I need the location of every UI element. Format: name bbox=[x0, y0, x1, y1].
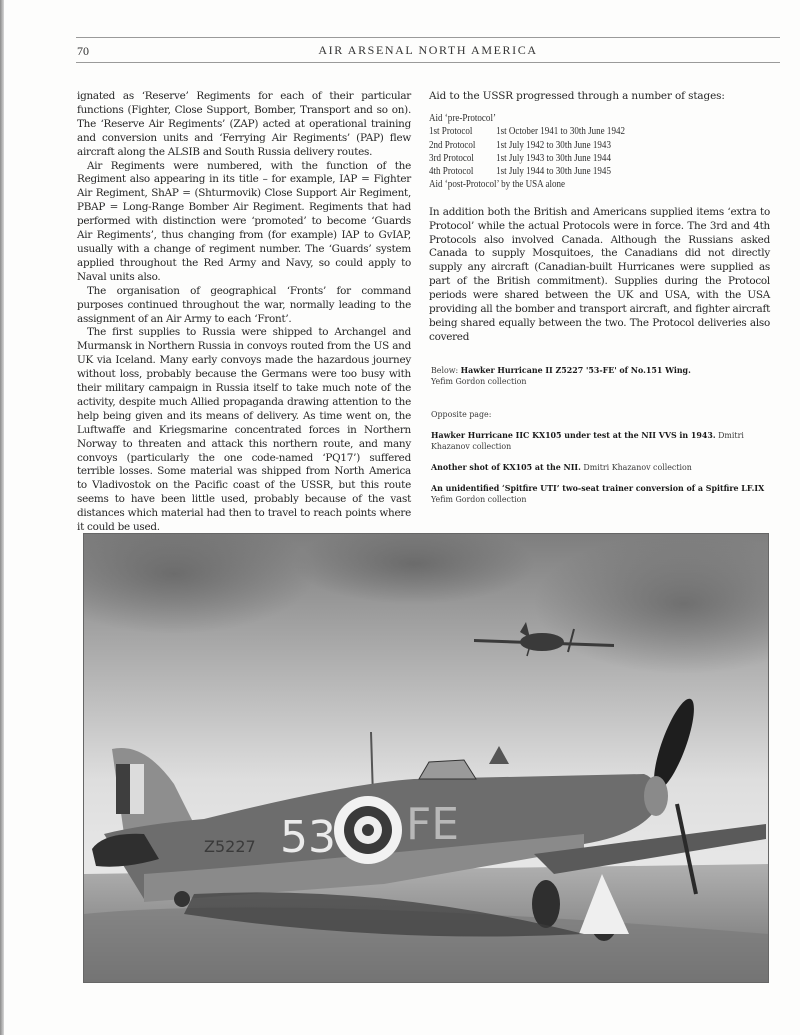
caption-credit: Dmitri Khazanov collection bbox=[580, 463, 692, 472]
code-fe: FE bbox=[406, 799, 460, 850]
protocol-row bbox=[429, 178, 687, 191]
left-column bbox=[77, 90, 411, 535]
protocol-label: Aid ‘post-Protocol’ by the USA alone bbox=[429, 179, 566, 191]
caption-credit: Dmitri Khazanov collection bbox=[431, 431, 744, 451]
paragraph: Air Regiments were numbered, with the function of the Regiment also appearing in its title – for example, IAP = Fighter Air Regiment, ShAP = (Shturmovik) Close Support Air Regiment, PBAP = Long-Range Bomber Air Regiment. Regiments that had performed with distinction were ‘promoted’ to become ‘Guards Air Regiments’, thus changing from (for example) IAP to GvIAP, usually with a change of regiment number. The ‘Guards’ system applied throughout the Red Army and Navy, so could apply to Naval units also. bbox=[77, 159, 411, 283]
paragraph: ignated as ‘Reserve’ Regiments for each of their particular functions (Fighter, Close Support, Bomber, Transport and so on). The ‘Reserve Air Regiments’ (ZAP) acted at operational training and conversion units and ‘Ferrying Air Regiments’ (PAP) flew aircraft along the ALSIB and South Russia delivery routes. bbox=[77, 90, 411, 158]
protocol-label: 3rd Protocol bbox=[429, 152, 474, 164]
serial-number: Z5227 bbox=[204, 837, 256, 856]
caption-title: An unidentified ‘Spitfire UTI’ two-seat trainer conversion of a Spitfire LF.IX bbox=[431, 484, 765, 493]
hurricane-photograph bbox=[83, 533, 769, 983]
paragraph: The organisation of geographical ‘Fronts’ for command purposes continued throughout the war, normally leading to the assignment of an Air Army to each ‘Front’. bbox=[77, 284, 411, 325]
caption-title: Hawker Hurricane II Z5227 '53-FE' of No.151 Wing. bbox=[460, 366, 691, 375]
caption-item bbox=[431, 430, 776, 452]
protocol-row bbox=[429, 152, 687, 165]
protocol-label: 2nd Protocol bbox=[429, 139, 476, 151]
running-head: AIR ARSENAL NORTH AMERICA bbox=[318, 43, 538, 57]
header-rule-top bbox=[76, 37, 780, 38]
code-53: 53 bbox=[280, 812, 336, 863]
caption-title: Another shot of KX105 at the NII. bbox=[431, 463, 581, 472]
protocol-row bbox=[429, 139, 687, 152]
protocol-row bbox=[429, 165, 687, 178]
photo-captions bbox=[431, 365, 776, 515]
protocol-row bbox=[429, 112, 687, 125]
protocol-period: 1st July 1942 to 30th June 1943 bbox=[496, 139, 611, 151]
protocol-row bbox=[429, 125, 687, 138]
caption-prefix: Below: bbox=[431, 366, 461, 375]
caption-credit: Yefim Gordon collection bbox=[431, 377, 527, 386]
caption-item bbox=[431, 483, 776, 505]
right-column bbox=[429, 90, 770, 345]
protocol-period: 1st July 1944 to 30th June 1945 bbox=[496, 166, 611, 178]
page-number: 70 bbox=[77, 44, 89, 58]
aircraft-illustration bbox=[84, 534, 768, 982]
protocol-table bbox=[429, 112, 687, 192]
protocol-period: 1st July 1943 to 30th June 1944 bbox=[496, 152, 611, 164]
paragraph: In addition both the British and Americans supplied items ‘extra to Protocol’ while the actual Protocols were in force. The 3rd and 4th Protocols also involved Canada. Although the Russians asked Canada to supply Mosquitoes, the Canadians did not directly supply any aircraft (Canadian-built Hurricanes were supplied as part of the British commitment). Supplies during the Protocol periods were shared between the UK and USA, with the USA providing all the bomber and transport aircraft, and fighter aircraft being shared equally between the two. The Protocol deliveries also covered bbox=[429, 205, 770, 343]
protocol-label: Aid ‘pre-Protocol’ bbox=[429, 112, 496, 124]
protocol-period: 1st October 1941 to 30th June 1942 bbox=[496, 126, 625, 138]
paragraph: The first supplies to Russia were shipped to Archangel and Murmansk in Northern Russia in convoys routed from the US and UK via Iceland. Many early convoys made the hazardous journey without loss, probably because the Germans were too busy with their military campaign in Russia itself to take much note of the activity, despite much Allied propaganda drawing attention to the help being given and its means of delivery. As time went on, the Luftwaffe and Kriegsmarine concentrated forces in Northern Norway to threaten and attack this northern route, and many convoys (particularly the one code-named ‘PQ17’) suffered terrible losses. Some material was shipped from North America to Vladivostok on the Pacific coast of the USSR, but this route seems to have been little used, probably because of the vast distances which material had then to travel to reach points where it could be used. bbox=[77, 326, 411, 534]
caption-credit: Yefim Gordon collection bbox=[431, 495, 527, 504]
stages-intro: Aid to the USSR progressed through a number of stages: bbox=[429, 90, 725, 102]
page-binding-edge bbox=[0, 0, 4, 1035]
protocol-label: 1st Protocol bbox=[429, 126, 473, 138]
caption-item bbox=[431, 462, 776, 473]
protocol-label: 4th Protocol bbox=[429, 166, 474, 178]
caption-opposite-label: Opposite page: bbox=[431, 410, 492, 419]
caption-title: Hawker Hurricane IIC KX105 under test at the NII VVS in 1943. bbox=[431, 431, 716, 440]
header-rule-bottom bbox=[76, 62, 780, 63]
caption-below bbox=[431, 365, 776, 387]
